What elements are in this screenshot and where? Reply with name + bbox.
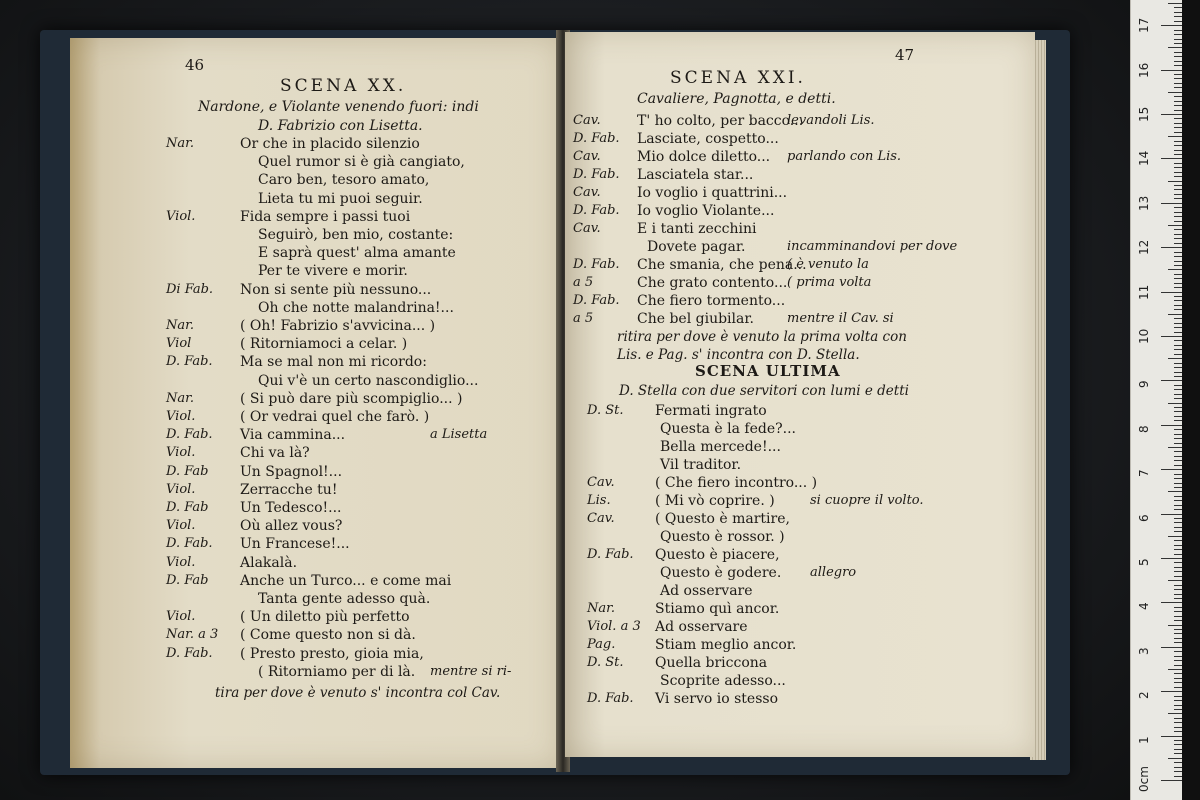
speaker-name: Cav. [573, 185, 601, 200]
verse-line: Questo è godere. [660, 565, 782, 581]
speaker-name: D. Fab. [166, 354, 213, 370]
verse-line: Qui v'è un certo nascondiglio... [258, 372, 479, 389]
verse-line: Scoprite adesso... [660, 673, 786, 689]
verse-line: Lieta tu mi puoi seguir. [258, 190, 423, 207]
verse-line: Io voglio i quattrini... [637, 185, 788, 201]
stage-note: si cuopre il volto. [810, 493, 924, 508]
verse-line: Stiam meglio ancor. [655, 637, 797, 653]
ruler-tick [1161, 292, 1183, 293]
page-number: 46 [185, 56, 205, 74]
verse-line: Seguirò, ben mio, costante: [258, 227, 454, 243]
ruler-tick [1168, 447, 1183, 448]
ruler-tick [1161, 425, 1183, 426]
verse-line: Anche un Turco... e come mai [240, 572, 452, 589]
verse-line: E saprà quest' alma amante [258, 245, 456, 262]
verse-line: Ad osservare [655, 619, 748, 635]
speaker-name: D. St. [587, 403, 624, 418]
verse-line: Ad osservare [660, 583, 753, 599]
speaker-name: Nar. [166, 390, 195, 406]
background-strip [1182, 0, 1200, 800]
ruler-tick [1161, 647, 1183, 648]
verse-line: ( Come questo non si dà. [240, 627, 416, 644]
ruler-tick [1161, 380, 1183, 381]
speaker-name: D. Fab. [166, 427, 213, 443]
verse-line: Zerracche tu! [240, 481, 338, 498]
stage-note: ( prima volta [787, 275, 872, 290]
verse-line: Questa è la fede?... [660, 421, 796, 437]
verse-line: Stiamo quì ancor. [655, 601, 780, 617]
ruler-tick [1168, 358, 1183, 359]
verse-line: ( Questo è martire, [655, 511, 790, 527]
stage-note: incamminandovi per dove [787, 239, 958, 254]
verse-line: Che fiero tormento... [637, 293, 786, 309]
speaker-name: Viol. [166, 208, 196, 224]
ruler-number: 15 [1137, 106, 1151, 122]
verse-line: Or che in placido silenzio [240, 136, 420, 152]
verse-line: Lasciate, cospetto... [637, 131, 779, 147]
left-page [70, 38, 560, 768]
verse-line: Che bel giubilar. [637, 311, 754, 327]
speaker-name: D. Fab [166, 572, 209, 588]
ruler-tick [1168, 491, 1183, 492]
verse-line: Un Tedesco!... [240, 500, 342, 516]
ruler-tick [1168, 136, 1183, 137]
verse-line: ( Oh! Fabrizio s'avvicina... ) [240, 318, 436, 334]
speaker-name: D. Fab. [166, 645, 213, 661]
verse-line: Non si sente più nessuno... [240, 281, 432, 298]
stage-direction: ritira per dove è venuto la prima volta con [617, 329, 907, 345]
speaker-name: Pag. [587, 637, 616, 652]
verse-line: Quella briccona [655, 655, 768, 671]
ruler-number: 14 [1137, 151, 1151, 167]
ruler-tick [1168, 3, 1183, 4]
speaker-name: D. Fab. [573, 257, 620, 272]
verse-line: ( Mi vò coprire. ) [655, 493, 775, 509]
ruler-number: 9 [1137, 380, 1151, 389]
verse-line: Oh che notte malandrina!... [258, 299, 454, 316]
ruler-tick [1168, 225, 1183, 226]
verse-line: Ma se mal non mi ricordo: [240, 354, 427, 371]
verse-line: Questo è rossor. ) [660, 529, 785, 545]
stage-direction: Cavaliere, Pagnotta, e detti. [637, 91, 836, 107]
verse-line: Io voglio Violante... [637, 203, 775, 219]
ruler-tick [1168, 403, 1183, 404]
stage-direction: tira per dove è venuto s' incontra col Cav. [215, 685, 501, 701]
stage-direction: D. Stella con due servitori con lumi e detti [619, 383, 909, 399]
verse-line: Caro ben, tesoro amato, [258, 172, 430, 189]
verse-line: T' ho colto, per bacco... [637, 113, 804, 129]
stage-note: mentre il Cav. si [787, 311, 894, 326]
ruler-number: 12 [1137, 239, 1151, 256]
verse-line: ( Un diletto più perfetto [240, 609, 410, 626]
ruler-tick [1161, 114, 1183, 115]
ruler-tick [1168, 92, 1183, 93]
speaker-name: D. Fab. [573, 167, 620, 182]
verse-line: Vil traditor. [660, 457, 742, 473]
ruler-number: 2 [1137, 691, 1151, 700]
speaker-name: Viol [166, 336, 192, 352]
speaker-name: Viol. a 3 [587, 619, 641, 634]
verse-line: Bella mercede!... [660, 439, 781, 455]
speaker-name: D. Fab. [587, 691, 634, 706]
speaker-name: D. Fab. [573, 203, 620, 218]
verse-line: Che grato contento... [637, 275, 788, 291]
ruler-number: 4 [1137, 602, 1151, 611]
ruler-tick [1161, 158, 1183, 159]
verse-line: Tanta gente adesso quà. [258, 591, 431, 607]
scene-heading: SCENA XX. [280, 76, 407, 96]
speaker-name: D. Fab [166, 463, 209, 479]
verse-line: E i tanti zecchini [637, 221, 757, 237]
right-page [565, 32, 1035, 757]
ruler-number: 6 [1137, 513, 1151, 522]
verse-line: Lasciatela star... [637, 167, 754, 183]
speaker-name: Nar. [166, 318, 195, 333]
verse-line: Dovete pagar. [647, 239, 746, 255]
verse-line: Un Spagnol!... [240, 463, 343, 480]
speaker-name: Cav. [587, 475, 615, 490]
ruler-number: 1 [1137, 735, 1151, 744]
ruler-number: 7 [1137, 469, 1151, 478]
speaker-name: Nar. a 3 [166, 627, 219, 643]
stage-note: levandoli Lis. [787, 113, 875, 128]
ruler-tick [1161, 602, 1183, 603]
speaker-name: D. Fab. [573, 293, 620, 308]
verse-line: ( Ritorniamo per di là. [258, 663, 416, 680]
speaker-name: D. Fab [166, 500, 209, 515]
verse-line: Per te vivere e morir. [258, 263, 408, 280]
ruler-tick [1168, 758, 1183, 759]
ruler-tick [1168, 669, 1183, 670]
speaker-name: D. Fab. [587, 547, 634, 562]
speaker-name: Cav. [587, 511, 615, 526]
scene-heading: SCENA ULTIMA [695, 362, 841, 380]
ruler-tick [1168, 181, 1183, 182]
ruler-number: 13 [1137, 195, 1151, 211]
ruler-tick [1168, 47, 1183, 48]
ruler-tick [1161, 780, 1183, 781]
stage-note: a Lisetta [430, 427, 488, 443]
speaker-name: Nar. [166, 136, 195, 151]
stage-note: allegro [810, 565, 857, 580]
ruler-number: 10 [1137, 328, 1151, 344]
ruler-tick [1161, 203, 1183, 204]
ruler-tick [1168, 314, 1183, 315]
ruler-tick [1161, 736, 1183, 737]
ruler-number: 11 [1137, 284, 1151, 300]
ruler-tick [1161, 70, 1183, 71]
ruler-tick [1161, 558, 1183, 559]
speaker-name: Nar. [587, 601, 616, 616]
speaker-name: a 5 [573, 311, 594, 326]
speaker-name: Lis. [587, 493, 611, 508]
stage-note: ( è venuto la [787, 257, 869, 272]
ruler-number: 16 [1137, 62, 1151, 78]
speaker-name: Viol. [166, 609, 196, 625]
ruler-tick [1168, 269, 1183, 270]
stage-note: mentre si ri- [430, 663, 512, 679]
ruler-tick [1161, 469, 1183, 470]
verse-line: ( Or vedrai quel che farò. ) [240, 409, 430, 425]
ruler-number: 5 [1137, 558, 1151, 566]
speaker-name: D. Fab. [166, 536, 213, 552]
speaker-name: Viol. [166, 481, 196, 497]
speaker-name: D. St. [587, 655, 624, 670]
verse-line: Quel rumor si è già cangiato, [258, 154, 465, 171]
verse-line: Che smania, che pena... [637, 257, 807, 273]
ruler-number: 8 [1137, 425, 1151, 433]
verse-line: Fermati ingrato [655, 403, 767, 419]
verse-line: Questo è piacere, [655, 547, 780, 563]
speaker-name: Cav. [573, 221, 601, 236]
scene-heading: SCENA XXI. [670, 68, 806, 88]
speaker-name: D. Fab. [573, 131, 620, 146]
ruler-unit-label: 0cm [1137, 766, 1151, 792]
speaker-name: a 5 [573, 275, 594, 290]
speaker-name: Cav. [573, 113, 601, 128]
speaker-name: Di Fab. [166, 281, 214, 297]
page-number: 47 [895, 46, 915, 64]
ruler-tick [1168, 580, 1183, 581]
ruler-tick [1168, 536, 1183, 537]
ruler-tick [1161, 691, 1183, 692]
verse-line: Vi servo io stesso [655, 691, 778, 707]
verse-line: ( Che fiero incontro... ) [655, 475, 818, 491]
ruler-tick [1161, 514, 1183, 515]
ruler-number: 3 [1137, 647, 1151, 655]
verse-line: ( Ritorniamoci a celar. ) [240, 336, 408, 353]
verse-line: ( Si può dare più scompiglio... ) [240, 390, 463, 407]
stage-direction: D. Fabrizio con Lisetta. [258, 118, 423, 134]
verse-line: Alakalà. [240, 554, 298, 571]
stage-direction: Nardone, e Violante venendo fuori: indi [198, 99, 479, 115]
verse-line: Un Francese!... [240, 536, 350, 553]
verse-line: Chi va là? [240, 445, 310, 462]
measurement-ruler [1130, 0, 1183, 800]
ruler-tick [1168, 713, 1183, 714]
ruler-tick [1161, 25, 1183, 26]
verse-line: Mio dolce diletto... [637, 149, 771, 165]
ruler-tick [1161, 336, 1183, 337]
ruler-number: 17 [1137, 17, 1151, 34]
verse-line: Où allez vous? [240, 518, 343, 535]
speaker-name: Viol. [166, 445, 196, 461]
ruler-tick [1161, 247, 1183, 248]
speaker-name: Viol. [166, 554, 196, 570]
stage-note: parlando con Lis. [787, 149, 902, 164]
stage-direction: Lis. e Pag. s' incontra con D. Stella. [617, 347, 860, 363]
verse-line: Via cammina... [240, 427, 346, 444]
speaker-name: Viol. [166, 409, 196, 424]
speaker-name: Viol. [166, 518, 196, 534]
verse-line: ( Presto presto, gioia mia, [240, 645, 424, 662]
verse-line: Fida sempre i passi tuoi [240, 208, 411, 225]
ruler-tick [1168, 625, 1183, 626]
speaker-name: Cav. [573, 149, 601, 164]
